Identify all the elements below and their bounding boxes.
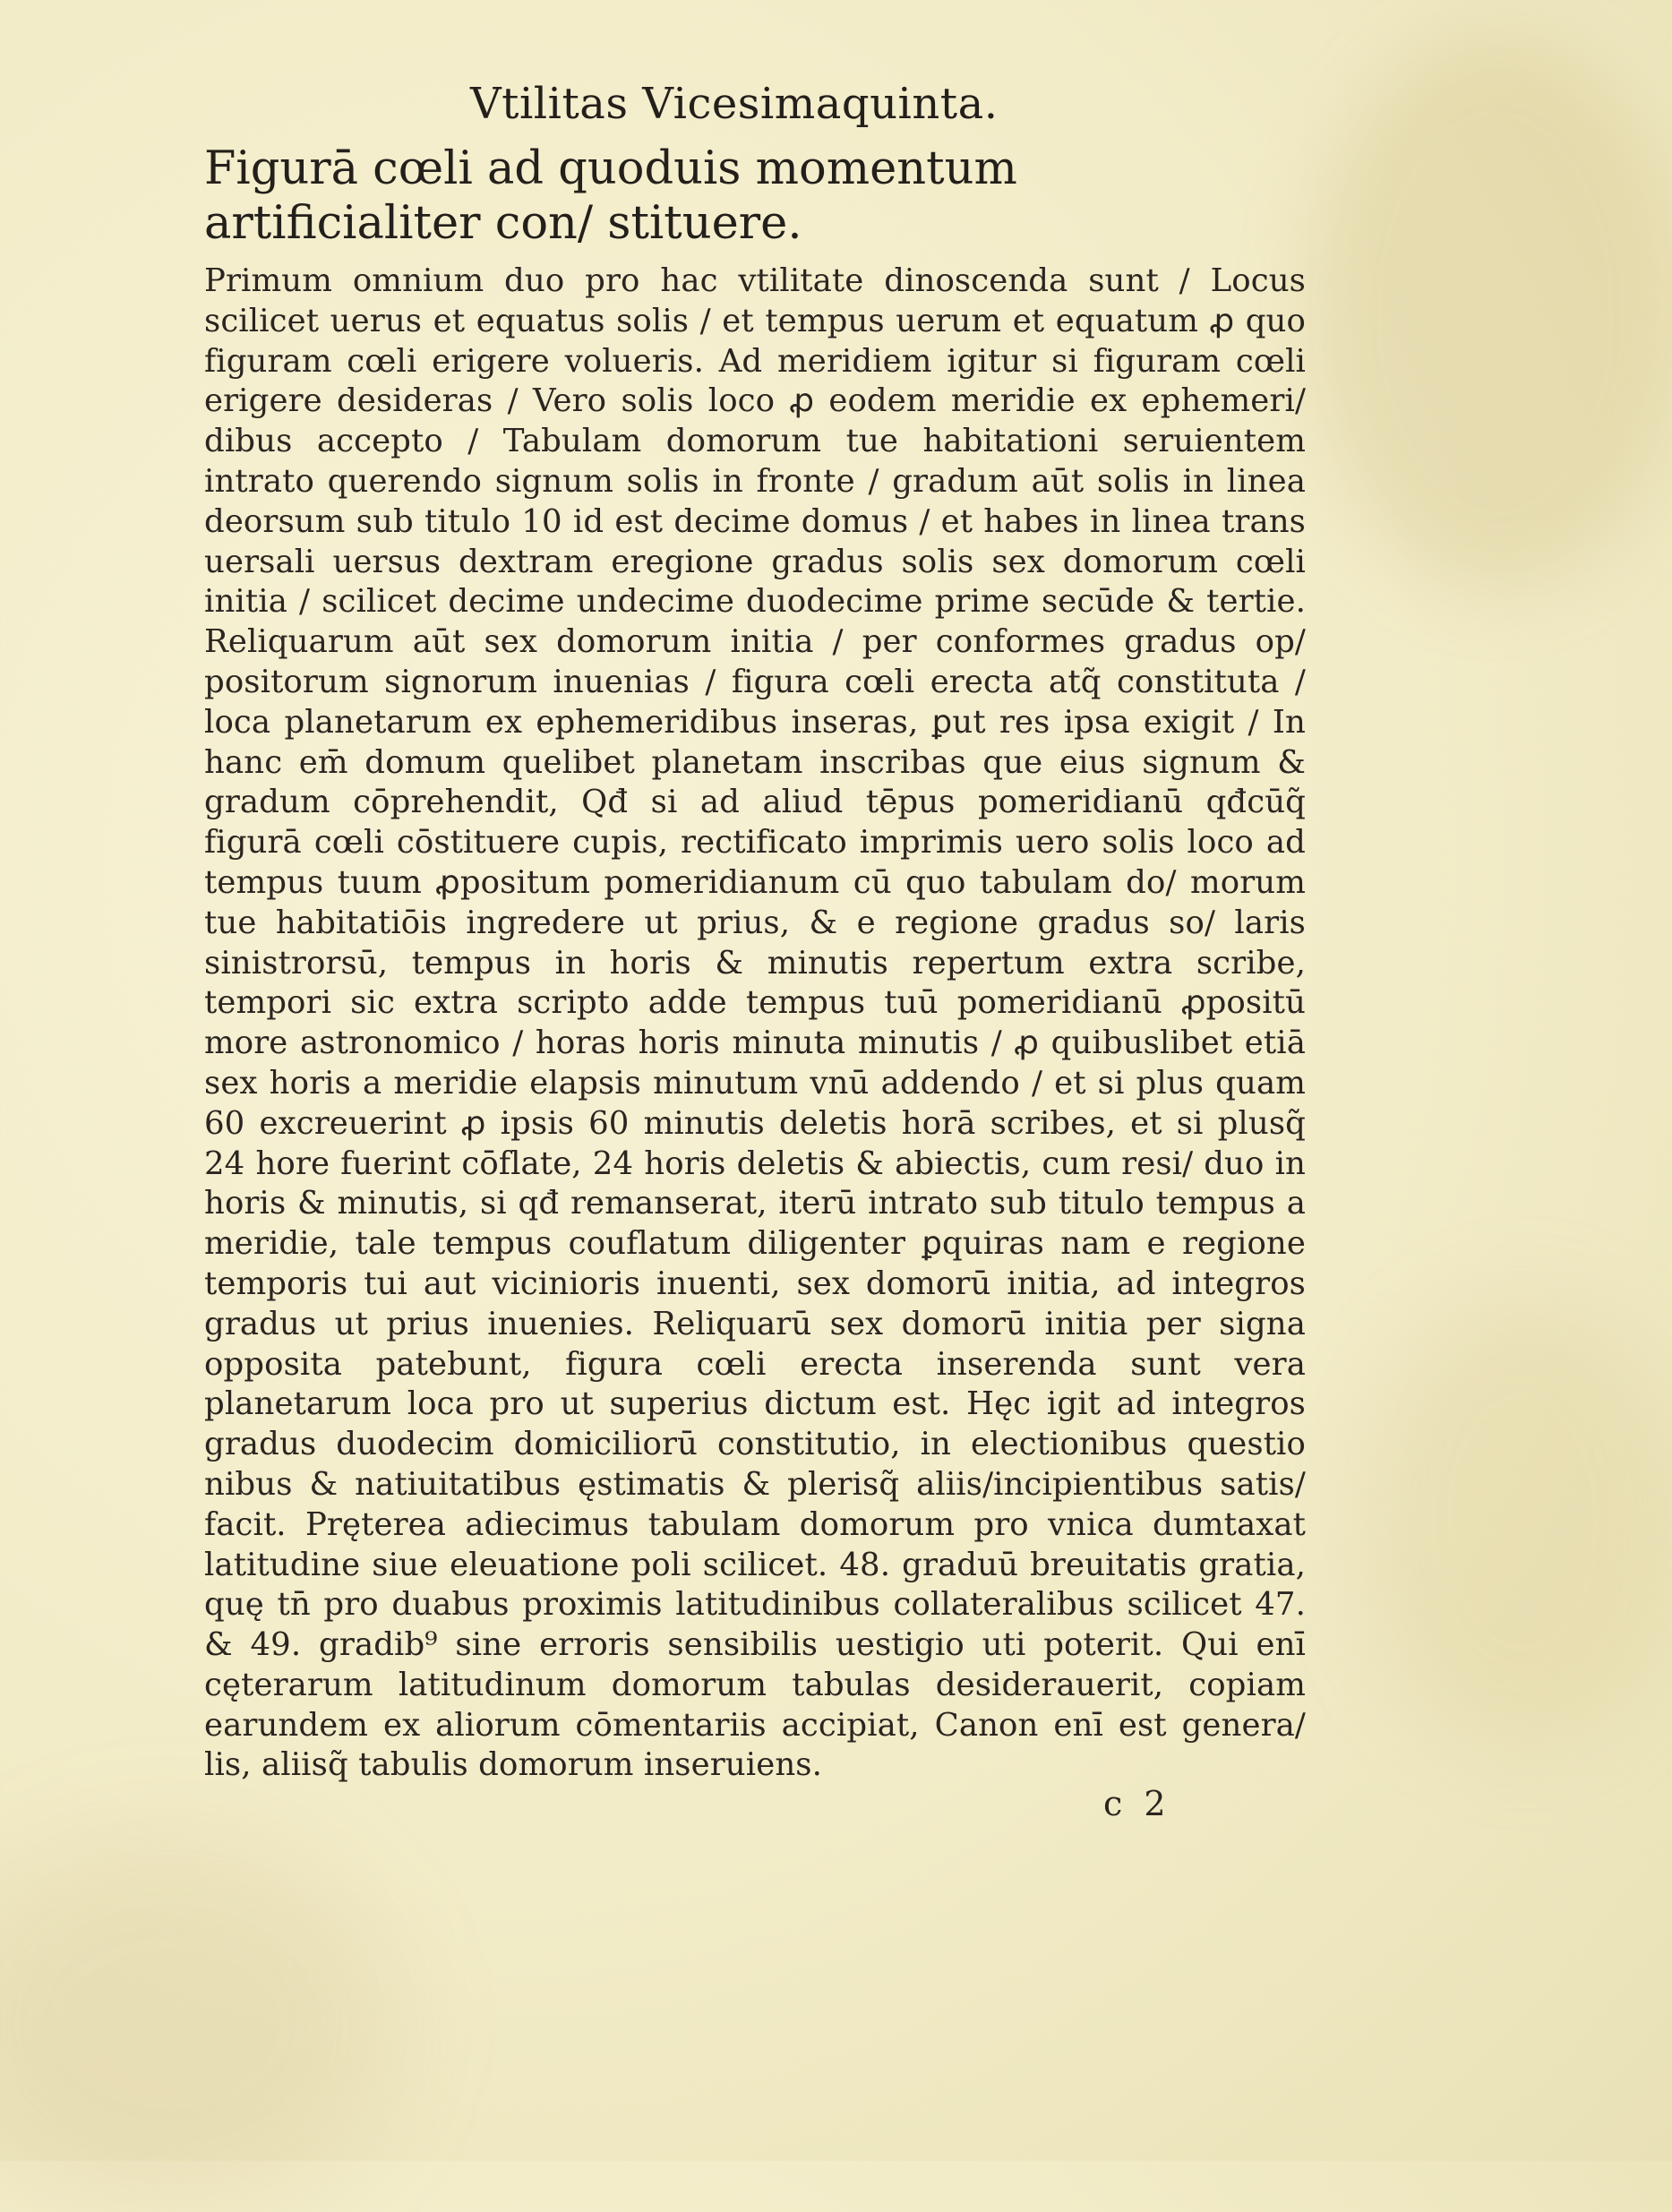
signature-mark: c 2 xyxy=(1103,1784,1171,1823)
chapter-subheading: Figurā cœli ad quoduis momentum artificialiter con/ stituere. xyxy=(204,142,1017,250)
body-text: Primum omnium duo pro hac vtilitate dinoscenda sunt / Locus scilicet uerus et equatus solis / et tempus uerum et equatum ꝓ quo figuram cœli erigere volueris. Ad meridiem igitur si figuram cœli erigere desideras / Vero solis loco ꝓ eodem meridie ex ephemeri/ dibus accepto / Tabulam domorum tue habitationi seruientem intrato querendo signum solis in fronte / gradum aūt solis in linea deorsum sub titulo 10 id est decime domus / et habes in linea trans uersali uersus dextram eregione gradus solis sex domorum cœli initia / scilicet decime undecime duodecime prime secūde & tertie. Reliquarum aūt sex domorum initia / per conformes gradus op/ positorum signorum inuenias / figura cœli erecta atq̃ constituta / loca planetarum ex ephemeridibus inseras, ꝑut res ipsa exigit / In hanc em̄ domum quelibet planetam inscribas que eius signum & gradum cōprehendit, Qđ si ad aliud tēpus pomeridianū qđcūq̃ figurā cœli cōstituere cupis, rectificato imprimis uero solis loco ad tempus tuum ꝓpositum pomeridianum cū quo tabulam do/ morum tue habitatiōis ingredere ut prius, & e regione gradus so/ laris sinistrorsū, tempus in horis & minutis repertum extra scribe, tempori sic extra scripto adde tempus tuū pomeridianū ꝓpositū more astronomico / horas horis minuta minutis / ꝓ quibuslibet etiā sex horis a meridie elapsis minutum vnū addendo / et si plus quam 60 excreuerint ꝓ ipsis 60 minutis deletis horā scribes, et si plusq̃ 24 hore fuerint cōflate, 24 horis deletis & abiectis, cum resi/ duo in horis & minutis, si qđ remanserat, iterū intrato sub titulo tempus a meridie, tale tempus couflatum diligenter ꝑquiras nam e regione temporis tui aut vicinioris inuenti, sex domorū initia, ad integros gradus ut prius inuenies. Reliquarū sex domorū initia per signa opposita patebunt, figura cœli erecta inserenda sunt vera planetarum loca pro ut superius dictum est. Hęc igit ad integros gradus duodecim domiciliorū constitutio, in electionibus questio nibus & natiuitatibus ęstimatis & plerisq̃ aliis/incipientibus satis/ facit. Pręterea adiecimus tabulam domorum pro vnica dumtaxat latitudine siue eleuatione poli scilicet. 48. graduū breuitatis gratia, quę tn̄ pro duabus proximis latitudinibus collateralibus scilicet 47. & 49. gradib⁹ sine erroris sensibilis uestigio uti poterit. Qui enī cęterarum latitudinum domorum tabulas desiderauerit, copiam earundem ex aliorum cōmentariis accipiat, Canon enī est genera/ lis, aliisq̃ tabulis domorum inseruiens. xyxy=(204,262,1306,1784)
paper-stain xyxy=(1308,36,1672,591)
bleed-through-table xyxy=(1370,125,1424,1737)
paper-stain xyxy=(0,1836,394,2212)
chapter-heading: Vtilitas Vicesimaquinta. xyxy=(470,79,999,129)
